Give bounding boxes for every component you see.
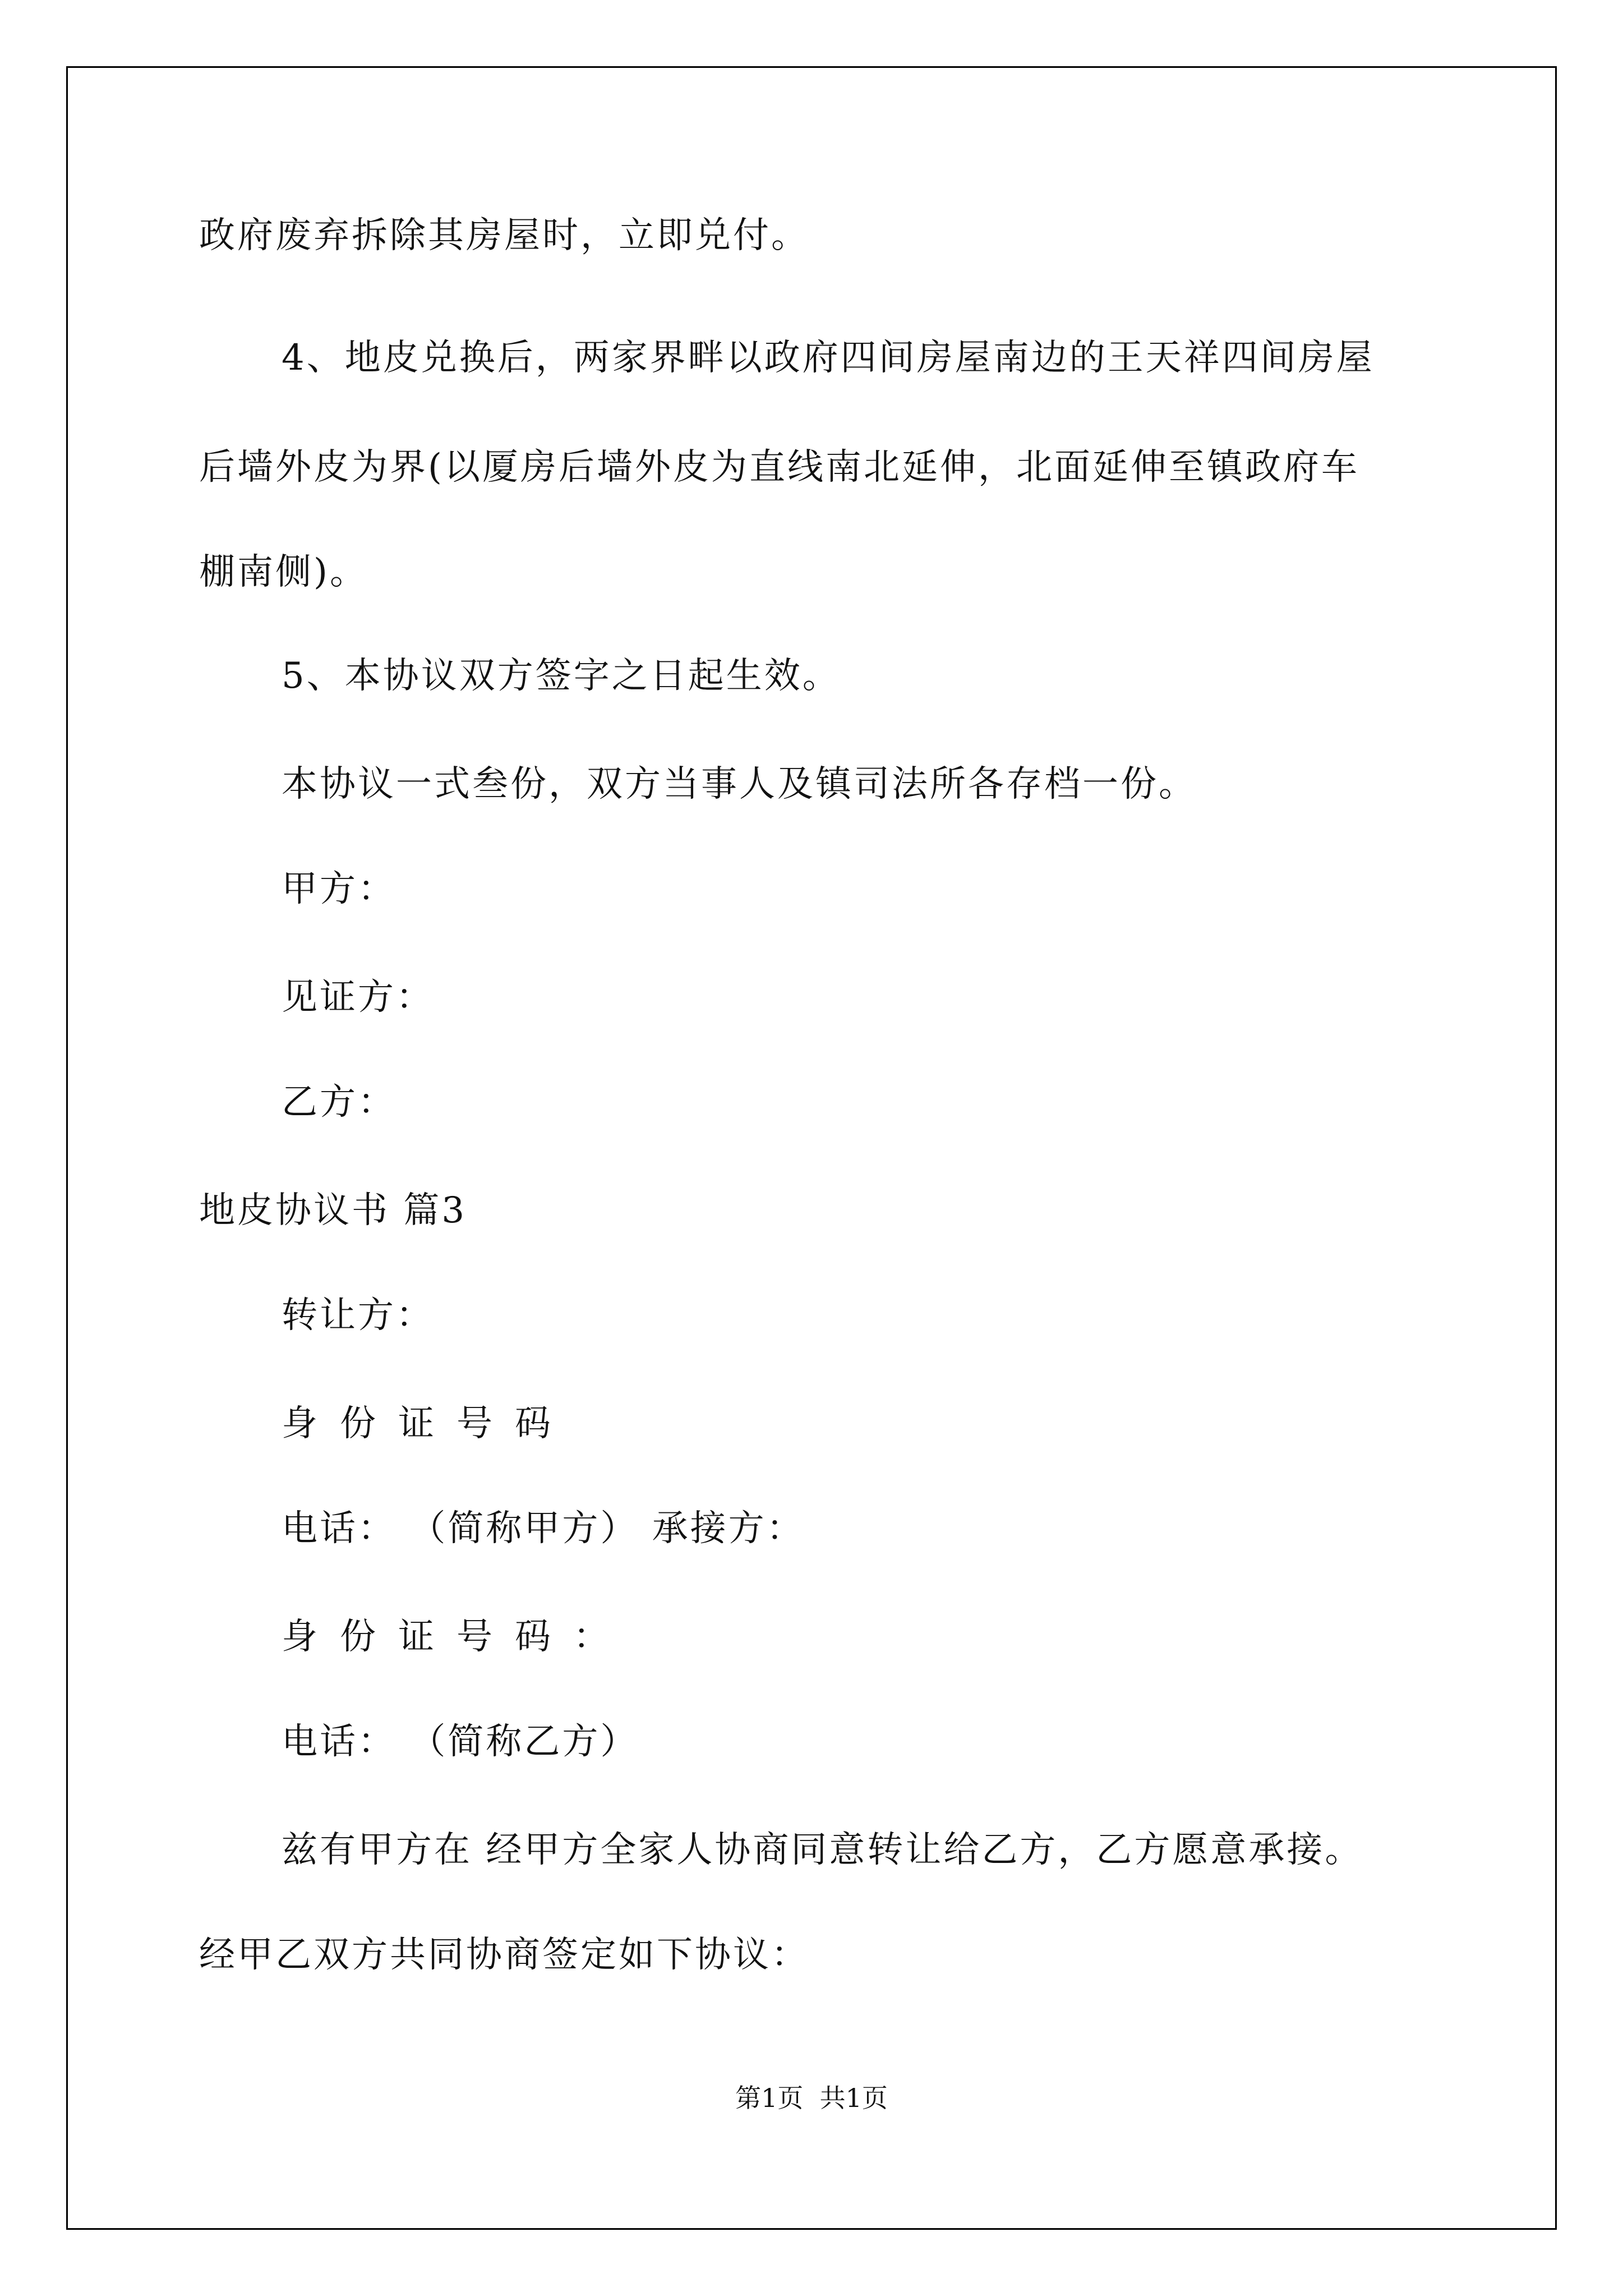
signature-witness: 见证方： <box>282 977 434 1018</box>
page-number-footer: 第1页 共1页 <box>735 2083 888 2113</box>
section-heading: 地皮协议书 篇3 <box>199 1190 467 1231</box>
paragraph-line-16: 兹有甲方在 经甲方全家人协商同意转让给乙方，乙方愿意承接。 <box>282 1829 1363 1871</box>
page-border <box>66 66 1557 2230</box>
paragraph-line-2: 4、地皮兑换后，两家界畔以政府四间房屋南边的王天祥四间房屋 <box>282 337 1375 379</box>
paragraph-line-5: 5、本协议双方签字之日起生效。 <box>282 655 841 697</box>
phone-line-2: 电话： （简称乙方） <box>282 1721 639 1763</box>
signature-party-a: 甲方： <box>282 868 396 910</box>
signature-party-b: 乙方： <box>282 1082 396 1123</box>
id-number-label-1: 身份证号码 <box>282 1403 573 1444</box>
phone-line-1: 电话： （简称甲方） 承接方： <box>282 1508 805 1549</box>
paragraph-line-17: 经甲乙双方共同协商签定如下协议： <box>199 1934 809 1976</box>
paragraph-line-3: 后墙外皮为界(以厦房后墙外皮为直线南北延伸，北面延伸至镇政府车 <box>199 447 1359 488</box>
id-number-label-2: 身份证号码： <box>282 1616 631 1658</box>
paragraph-line-1: 政府废弃拆除其房屋时，立即兑付。 <box>199 215 809 256</box>
paragraph-line-4: 棚南侧)。 <box>199 551 368 593</box>
paragraph-line-6: 本协议一式叁份，双方当事人及镇司法所各存档一份。 <box>282 763 1197 805</box>
transferor-label: 转让方： <box>282 1295 434 1336</box>
